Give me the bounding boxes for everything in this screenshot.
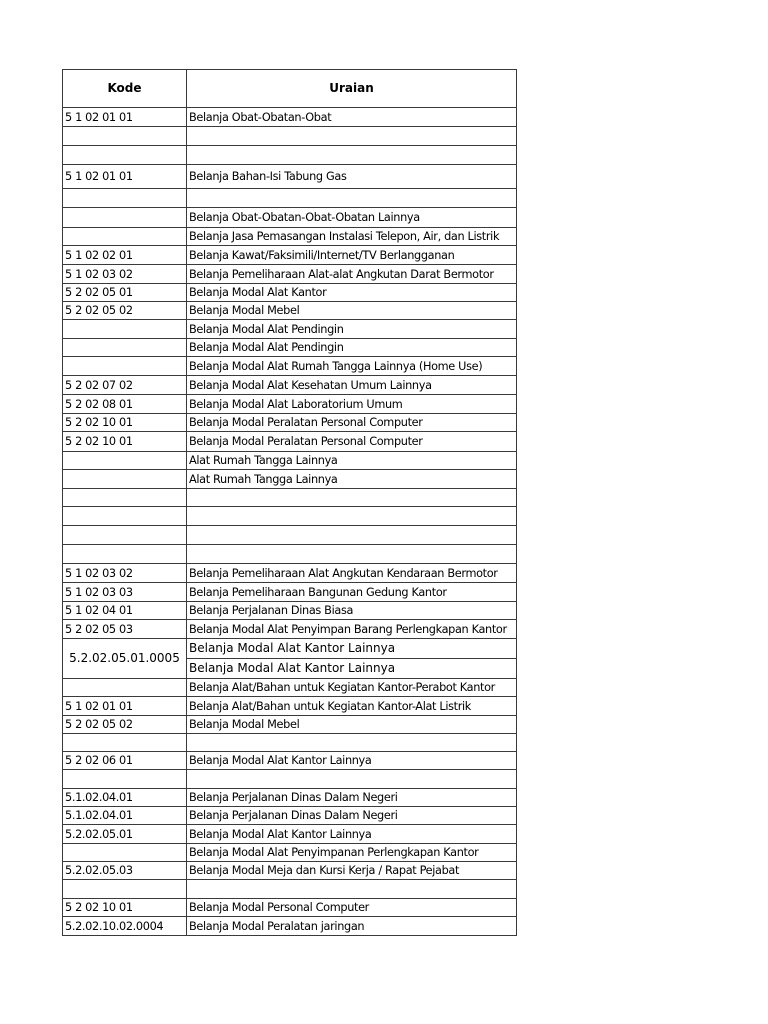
uraian-cell[interactable]: Belanja Modal Personal Computer bbox=[187, 899, 517, 917]
uraian-cell[interactable]: Belanja Modal Alat Kantor Lainnya bbox=[187, 752, 517, 770]
uraian-cell[interactable] bbox=[187, 526, 517, 545]
kode-cell[interactable] bbox=[63, 489, 187, 507]
uraian-cell[interactable] bbox=[187, 880, 517, 899]
table-row bbox=[63, 545, 517, 564]
table-row bbox=[63, 526, 517, 545]
table-row bbox=[63, 697, 517, 716]
uraian-cell[interactable]: Belanja Modal Alat Kantor Lainnya bbox=[187, 659, 517, 679]
uraian-cell[interactable]: Belanja Perjalanan Dinas Biasa bbox=[187, 602, 517, 620]
table-row bbox=[63, 862, 517, 880]
kode-cell[interactable] bbox=[63, 357, 187, 376]
kode-cell[interactable] bbox=[63, 770, 187, 789]
table-row bbox=[63, 639, 517, 659]
table-row bbox=[63, 432, 517, 452]
header-row bbox=[63, 70, 517, 108]
table-row bbox=[63, 246, 517, 265]
table-row bbox=[63, 470, 517, 489]
table-body bbox=[63, 108, 517, 936]
kode-cell[interactable]: 5.2.02.05.03 bbox=[63, 862, 187, 880]
table-row bbox=[63, 414, 517, 432]
table-row bbox=[63, 339, 517, 357]
uraian-cell[interactable] bbox=[187, 507, 517, 526]
uraian-cell[interactable]: Belanja Pemeliharaan Alat-alat Angkutan Darat Bermotor bbox=[187, 265, 517, 284]
kode-cell[interactable]: 5 1 02 01 01 bbox=[63, 165, 187, 189]
uraian-cell[interactable]: Alat Rumah Tangga Lainnya bbox=[187, 470, 517, 489]
uraian-cell[interactable] bbox=[187, 545, 517, 564]
kode-cell[interactable]: 5 1 02 01 01 bbox=[63, 108, 187, 127]
kode-cell[interactable]: 5 2 02 05 02 bbox=[63, 302, 187, 320]
kode-cell[interactable] bbox=[63, 526, 187, 545]
uraian-cell[interactable] bbox=[187, 734, 517, 752]
uraian-cell[interactable]: Belanja Bahan-Isi Tabung Gas bbox=[187, 165, 517, 189]
uraian-cell[interactable]: Belanja Modal Alat Pendingin bbox=[187, 320, 517, 339]
uraian-cell[interactable] bbox=[187, 146, 517, 165]
table-row bbox=[63, 395, 517, 414]
table-row bbox=[63, 208, 517, 228]
kode-cell[interactable]: 5.2.02.05.01 bbox=[63, 825, 187, 844]
table-row bbox=[63, 789, 517, 807]
kode-cell[interactable] bbox=[63, 679, 187, 697]
kode-cell[interactable] bbox=[63, 880, 187, 899]
uraian-cell[interactable]: Belanja Modal Alat Laboratorium Umum bbox=[187, 395, 517, 414]
kode-cell[interactable] bbox=[63, 189, 187, 208]
table-row bbox=[63, 844, 517, 862]
uraian-cell[interactable]: Belanja Modal Alat Penyimpanan Perlengkapan Kantor bbox=[187, 844, 517, 862]
table-row bbox=[63, 679, 517, 697]
uraian-cell[interactable]: Belanja Pemeliharaan Bangunan Gedung Kantor bbox=[187, 583, 517, 602]
table-row bbox=[63, 770, 517, 789]
uraian-cell[interactable]: Belanja Modal Mebel bbox=[187, 302, 517, 320]
kode-cell[interactable] bbox=[63, 734, 187, 752]
kode-cell[interactable]: 5.2.02.05.01.0005 bbox=[63, 639, 187, 679]
table-row bbox=[63, 228, 517, 246]
table-row bbox=[63, 880, 517, 899]
kode-cell[interactable] bbox=[63, 545, 187, 564]
uraian-cell[interactable] bbox=[187, 189, 517, 208]
spreadsheet-table bbox=[62, 69, 517, 936]
kode-cell[interactable]: 5 1 02 03 02 bbox=[63, 265, 187, 284]
uraian-cell[interactable] bbox=[187, 770, 517, 789]
uraian-cell[interactable]: Belanja Obat-Obatan-Obat-Obatan Lainnya bbox=[187, 208, 517, 228]
uraian-cell[interactable]: Belanja Modal Alat Kantor bbox=[187, 284, 517, 302]
column-header-uraian[interactable]: Uraian bbox=[187, 70, 517, 108]
kode-cell[interactable]: 5 2 02 10 01 bbox=[63, 432, 187, 452]
kode-cell[interactable]: 5 1 02 04 01 bbox=[63, 602, 187, 620]
uraian-cell[interactable]: Belanja Obat-Obatan-Obat bbox=[187, 108, 517, 127]
uraian-cell[interactable]: Belanja Jasa Pemasangan Instalasi Telepon, Air, dan Listrik bbox=[187, 228, 517, 246]
kode-cell[interactable] bbox=[63, 452, 187, 470]
table-row bbox=[63, 376, 517, 395]
uraian-cell[interactable]: Belanja Modal Peralatan Personal Computer bbox=[187, 432, 517, 452]
table-row bbox=[63, 507, 517, 526]
kode-cell[interactable]: 5.1.02.04.01 bbox=[63, 789, 187, 807]
table-row bbox=[63, 752, 517, 770]
kode-cell[interactable]: 5 1 02 02 01 bbox=[63, 246, 187, 265]
kode-cell[interactable] bbox=[63, 146, 187, 165]
kode-cell[interactable] bbox=[63, 844, 187, 862]
kode-cell[interactable]: 5.2.02.10.02.0004 bbox=[63, 917, 187, 936]
uraian-cell[interactable]: Belanja Modal Alat Kantor Lainnya bbox=[187, 639, 517, 659]
uraian-cell[interactable]: Belanja Kawat/Faksimili/Internet/TV Berlangganan bbox=[187, 246, 517, 265]
kode-cell[interactable] bbox=[63, 208, 187, 228]
table-row bbox=[63, 899, 517, 917]
table-row bbox=[63, 564, 517, 583]
uraian-cell[interactable]: Belanja Modal Mebel bbox=[187, 716, 517, 734]
table-row bbox=[63, 452, 517, 470]
kode-cell[interactable]: 5 2 02 08 01 bbox=[63, 395, 187, 414]
uraian-cell[interactable]: Belanja Modal Peralatan jaringan bbox=[187, 917, 517, 936]
kode-cell[interactable]: 5.1.02.04.01 bbox=[63, 807, 187, 825]
table-row bbox=[63, 189, 517, 208]
uraian-cell[interactable]: Belanja Modal Peralatan Personal Computer bbox=[187, 414, 517, 432]
table-row bbox=[63, 825, 517, 844]
uraian-cell[interactable]: Belanja Modal Meja dan Kursi Kerja / Rapat Pejabat bbox=[187, 862, 517, 880]
table-row bbox=[63, 284, 517, 302]
table-row bbox=[63, 620, 517, 639]
uraian-cell[interactable]: Belanja Modal Alat Rumah Tangga Lainnya (Home Use) bbox=[187, 357, 517, 376]
kode-cell[interactable] bbox=[63, 320, 187, 339]
uraian-cell[interactable]: Belanja Modal Alat Penyimpan Barang Perlengkapan Kantor bbox=[187, 620, 517, 639]
table-row bbox=[63, 734, 517, 752]
table-row bbox=[63, 302, 517, 320]
table-row bbox=[63, 807, 517, 825]
kode-cell[interactable]: 5 2 02 05 01 bbox=[63, 284, 187, 302]
table-row bbox=[63, 265, 517, 284]
uraian-cell[interactable]: Belanja Pemeliharaan Alat Angkutan Kendaraan Bermotor bbox=[187, 564, 517, 583]
kode-cell[interactable]: 5 2 02 05 03 bbox=[63, 620, 187, 639]
table-row bbox=[63, 320, 517, 339]
uraian-cell[interactable]: Belanja Modal Alat Kesehatan Umum Lainnya bbox=[187, 376, 517, 395]
table-row bbox=[63, 602, 517, 620]
kode-cell[interactable] bbox=[63, 339, 187, 357]
table-row bbox=[63, 716, 517, 734]
table-row bbox=[63, 165, 517, 189]
kode-cell[interactable]: 5 1 02 01 01 bbox=[63, 697, 187, 716]
uraian-cell[interactable]: Belanja Alat/Bahan untuk Kegiatan Kantor-Perabot Kantor bbox=[187, 679, 517, 697]
kode-cell[interactable]: 5 2 02 10 01 bbox=[63, 414, 187, 432]
uraian-cell[interactable]: Belanja Modal Alat Kantor Lainnya bbox=[187, 825, 517, 844]
kode-cell[interactable] bbox=[63, 127, 187, 146]
kode-cell[interactable] bbox=[63, 228, 187, 246]
uraian-cell[interactable] bbox=[187, 489, 517, 507]
kode-cell[interactable]: 5 2 02 05 02 bbox=[63, 716, 187, 734]
uraian-cell[interactable]: Belanja Perjalanan Dinas Dalam Negeri bbox=[187, 789, 517, 807]
uraian-cell[interactable]: Alat Rumah Tangga Lainnya bbox=[187, 452, 517, 470]
table-row bbox=[63, 108, 517, 127]
kode-cell[interactable]: 5 1 02 03 03 bbox=[63, 583, 187, 602]
uraian-cell[interactable] bbox=[187, 127, 517, 146]
uraian-cell[interactable]: Belanja Perjalanan Dinas Dalam Negeri bbox=[187, 807, 517, 825]
uraian-cell[interactable]: Belanja Modal Alat Pendingin bbox=[187, 339, 517, 357]
table-row bbox=[63, 127, 517, 146]
uraian-cell[interactable]: Belanja Alat/Bahan untuk Kegiatan Kantor-Alat Listrik bbox=[187, 697, 517, 716]
table-row bbox=[63, 489, 517, 507]
table-row bbox=[63, 917, 517, 936]
kode-cell[interactable] bbox=[63, 470, 187, 489]
kode-cell[interactable]: 5 1 02 03 02 bbox=[63, 564, 187, 583]
kode-cell[interactable]: 5 2 02 06 01 bbox=[63, 752, 187, 770]
table-row bbox=[63, 583, 517, 602]
kode-cell[interactable] bbox=[63, 507, 187, 526]
table-row bbox=[63, 357, 517, 376]
table-row bbox=[63, 146, 517, 165]
column-header-kode[interactable]: Kode bbox=[63, 70, 187, 108]
kode-cell[interactable]: 5 2 02 07 02 bbox=[63, 376, 187, 395]
kode-cell[interactable]: 5 2 02 10 01 bbox=[63, 899, 187, 917]
